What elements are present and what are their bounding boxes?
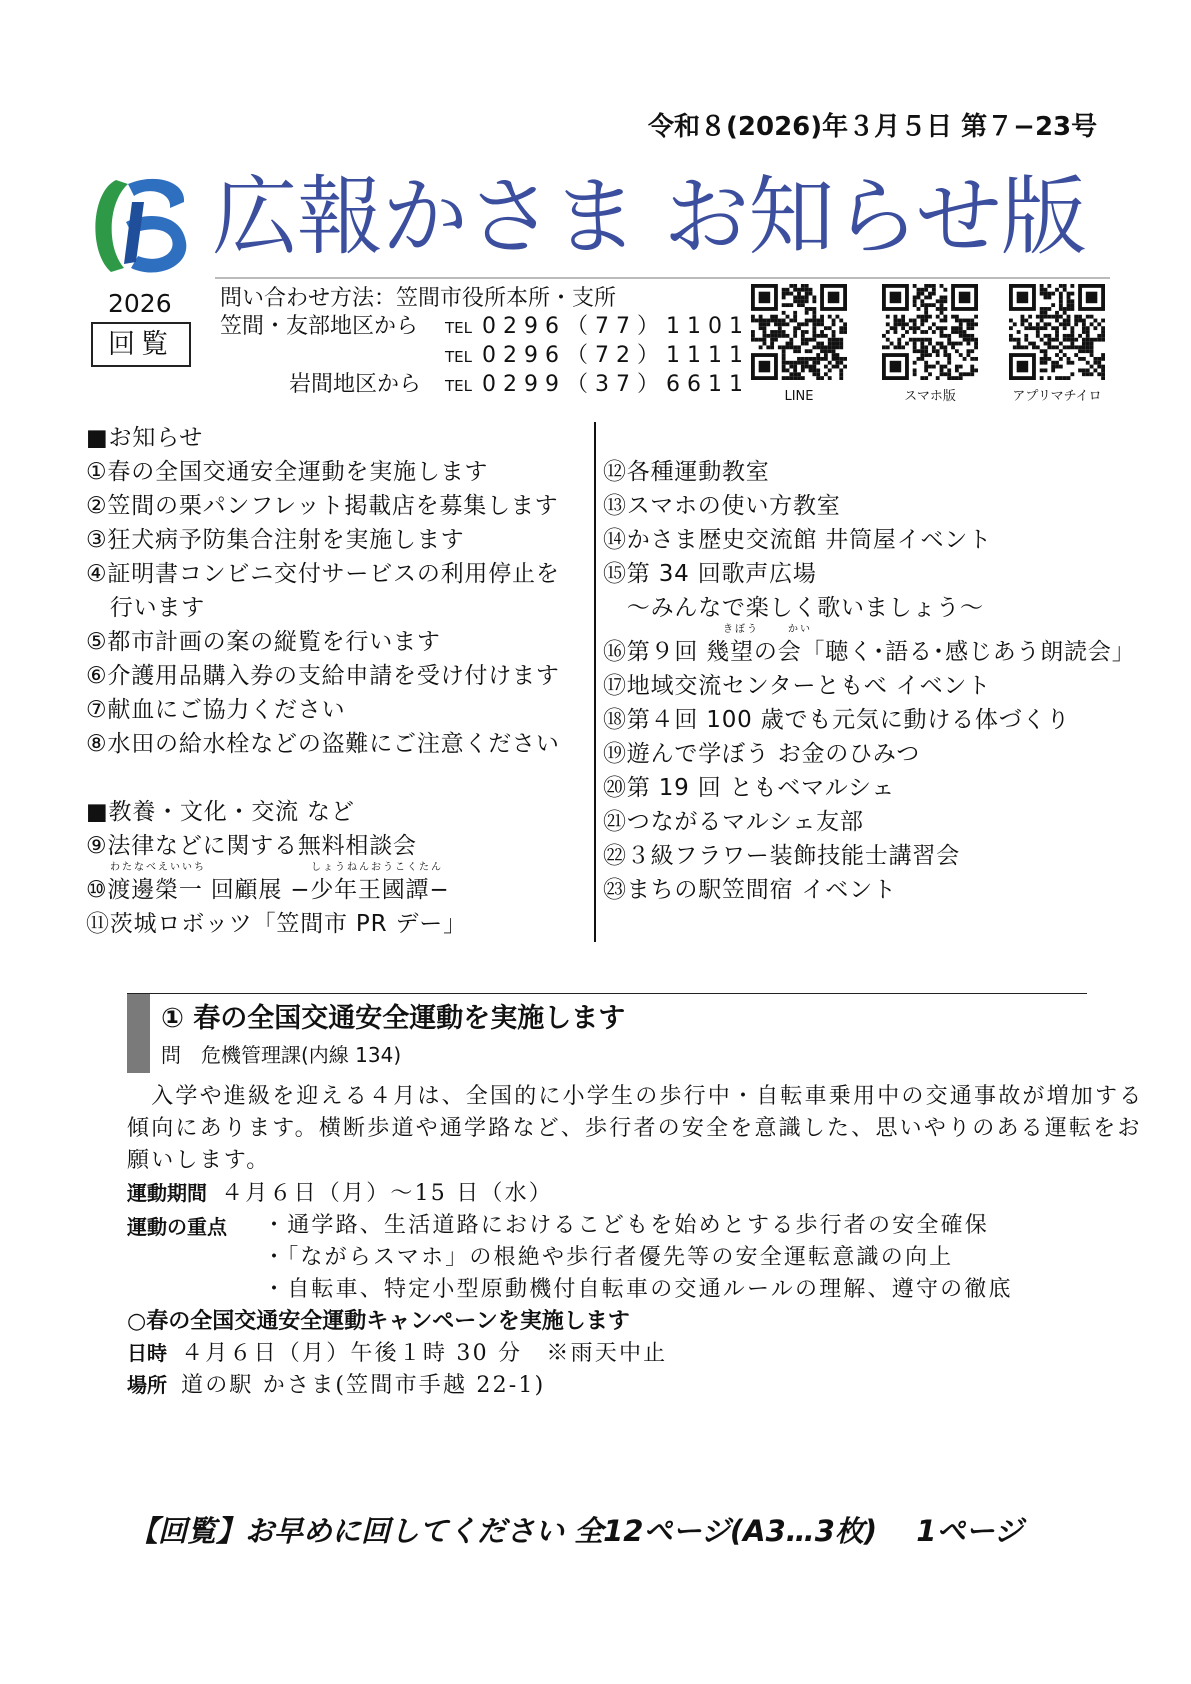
phone-number: 0296（77）1101 [482, 314, 750, 339]
focus-item: ・自転車、特定小型原動機付自転車の交通ルールの理解、遵守の徹底 [263, 1277, 1013, 1302]
year-label: 2026 [108, 289, 172, 318]
ruby: しょうねんおうこくたん [311, 862, 443, 873]
toc-heading-notices: ■お知らせ [86, 425, 204, 451]
toc-item[interactable]: ⑬スマホの使い方教室 [603, 493, 841, 519]
qr-label-line: LINE [784, 389, 814, 404]
newsletter-title: 広報かさま お知らせ版 [212, 167, 1086, 267]
toc-item[interactable]: ㉒３級フラワー装飾技能士講習会 [603, 843, 960, 869]
toc-item[interactable]: ～みんなで楽しく歌いましょう～ [603, 595, 984, 621]
section-divider [127, 993, 1087, 994]
inquiry-label: 問い合わせ方法：笠間市役所本所・支所 [220, 286, 617, 311]
contact-area-1: 笠間・友部地区から [220, 314, 419, 339]
toc-item[interactable]: ⑪茨城ロボッツ「笠間市 PR デー」 [86, 911, 467, 937]
period-label: 運動期間 [127, 1181, 207, 1205]
column-divider [594, 422, 596, 942]
article-intro-line: 入学や進級を迎える４月は、全国的に小学生の歩行中・自転車乗用中の交通事故が増加する [127, 1084, 1144, 1109]
period-row [127, 1181, 553, 1207]
campaign-heading: ○春の全国交通安全運動キャンペーンを実施します [127, 1309, 630, 1334]
toc-item[interactable]: ㉓まちの駅笠間宿 イベント [603, 877, 897, 903]
contact-phone-2 [445, 343, 750, 369]
focus-label: 運動の重点 [127, 1215, 227, 1239]
tel-label: TEL [445, 348, 472, 366]
toc-item[interactable]: ③狂犬病予防集合注射を実施します [86, 527, 465, 553]
article-intro-line: 傾向にあります。横断歩道や通学路など、歩行者の安全を意識した、思いやりのある運転をお [127, 1116, 1142, 1141]
ruby: きぼう [723, 624, 759, 635]
ruby: わたなべえいいち [110, 862, 206, 873]
ruby: かい [788, 624, 812, 635]
toc-item[interactable]: ㉑つながるマルシェ友部 [603, 809, 864, 835]
qr-code-smartphone[interactable] [882, 284, 978, 380]
place-value: 道の駅 かさま(笠間市手越 22-1) [181, 1373, 546, 1398]
date-label: 日時 [127, 1341, 167, 1365]
article-intro-line: 願いします。 [127, 1148, 271, 1173]
toc-item[interactable]: ⑥介護用品購入券の支給申請を受け付けます [86, 663, 560, 689]
footer-note: 【回覧】お早めに回してください 全12ページ(A3…3枚) 1ページ [129, 1514, 1023, 1548]
toc-item-16[interactable] [603, 624, 1136, 669]
toc-item[interactable]: ⑮第 34 回歌声広場 [603, 561, 817, 587]
toc-item-10[interactable] [86, 863, 560, 907]
city-logo-icon [86, 172, 198, 280]
place-row [127, 1373, 545, 1399]
tel-label: TEL [445, 377, 472, 395]
tel-label: TEL [445, 319, 472, 337]
issue-number: 令和８(2026)年３月５日 第７−23号 [648, 112, 1098, 142]
section-marker-bar [127, 994, 150, 1073]
qr-label-machiiro: アプリマチイロ [1012, 389, 1102, 404]
article-contact: 問 危機管理課(内線 134) [161, 1043, 402, 1067]
qr-label-smartphone: スマホ版 [904, 389, 956, 404]
qr-code-line[interactable] [751, 284, 847, 380]
toc-item[interactable]: ①春の全国交通安全運動を実施します [86, 459, 489, 485]
contact-area-3: 岩間地区から [289, 372, 422, 397]
toc-item[interactable]: ⑤都市計画の案の縦覧を行います [86, 629, 441, 655]
toc-item[interactable]: ⑫各種運動教室 [603, 459, 770, 485]
toc-item-label: ⑯第９回 幾望の会「聴く･語る･感じあう朗読会」 [603, 639, 1136, 665]
article-title: ① 春の全国交通安全運動を実施します [161, 1003, 626, 1034]
contact-phone-3 [445, 372, 750, 398]
toc-item[interactable]: ⑨法律などに関する無料相談会 [86, 833, 417, 859]
toc-item[interactable]: ⑱第４回 100 歳でも元気に動ける体づくり [603, 707, 1071, 733]
toc-left-column [86, 421, 560, 941]
toc-right-column [603, 455, 1136, 907]
toc-item[interactable]: ⑭かさま歴史交流館 井筒屋イベント [603, 527, 992, 553]
toc-item[interactable]: ⑦献血にご協力ください [86, 697, 346, 723]
toc-item[interactable]: 行います [86, 595, 205, 621]
phone-number: 0296（72）1111 [482, 343, 750, 368]
place-label: 場所 [127, 1373, 167, 1397]
date-row [127, 1341, 667, 1367]
toc-item[interactable]: ⑳第 19 回 ともベマルシェ [603, 775, 896, 801]
toc-item[interactable]: ④証明書コンビニ交付サービスの利用停止を [86, 561, 560, 587]
toc-item[interactable]: ⑲遊んで学ぼう お金のひみつ [603, 741, 921, 767]
circulation-box: 回覧 [91, 322, 191, 367]
phone-number: 0299（37）6611 [482, 372, 750, 397]
toc-item[interactable]: ⑧水田の給水栓などの盗難にご注意ください [86, 731, 560, 757]
toc-item-label: ⑩渡邊榮一 回顧展 −少年王國譚− [86, 877, 450, 903]
toc-item[interactable]: ⑰地域交流センターともべ イベント [603, 673, 991, 699]
contact-phone-1 [445, 314, 750, 340]
toc-heading-culture: ■教養・文化・交流 など [86, 799, 355, 825]
toc-item[interactable]: ②笠間の栗パンフレット掲載店を募集します [86, 493, 559, 519]
focus-item: ・通学路、生活道路におけるこどもを始めとする歩行者の安全確保 [263, 1213, 990, 1238]
qr-code-machiiro[interactable] [1009, 284, 1105, 380]
title-divider [215, 277, 1110, 279]
date-value: ４月６日（月）午後１時 30 分 ※雨天中止 [181, 1341, 668, 1366]
focus-item: ・「ながらスマホ」の根絶や歩行者優先等の安全運転意識の向上 [263, 1245, 954, 1270]
period-value: ４月６日（月）～15 日（水） [221, 1181, 553, 1206]
